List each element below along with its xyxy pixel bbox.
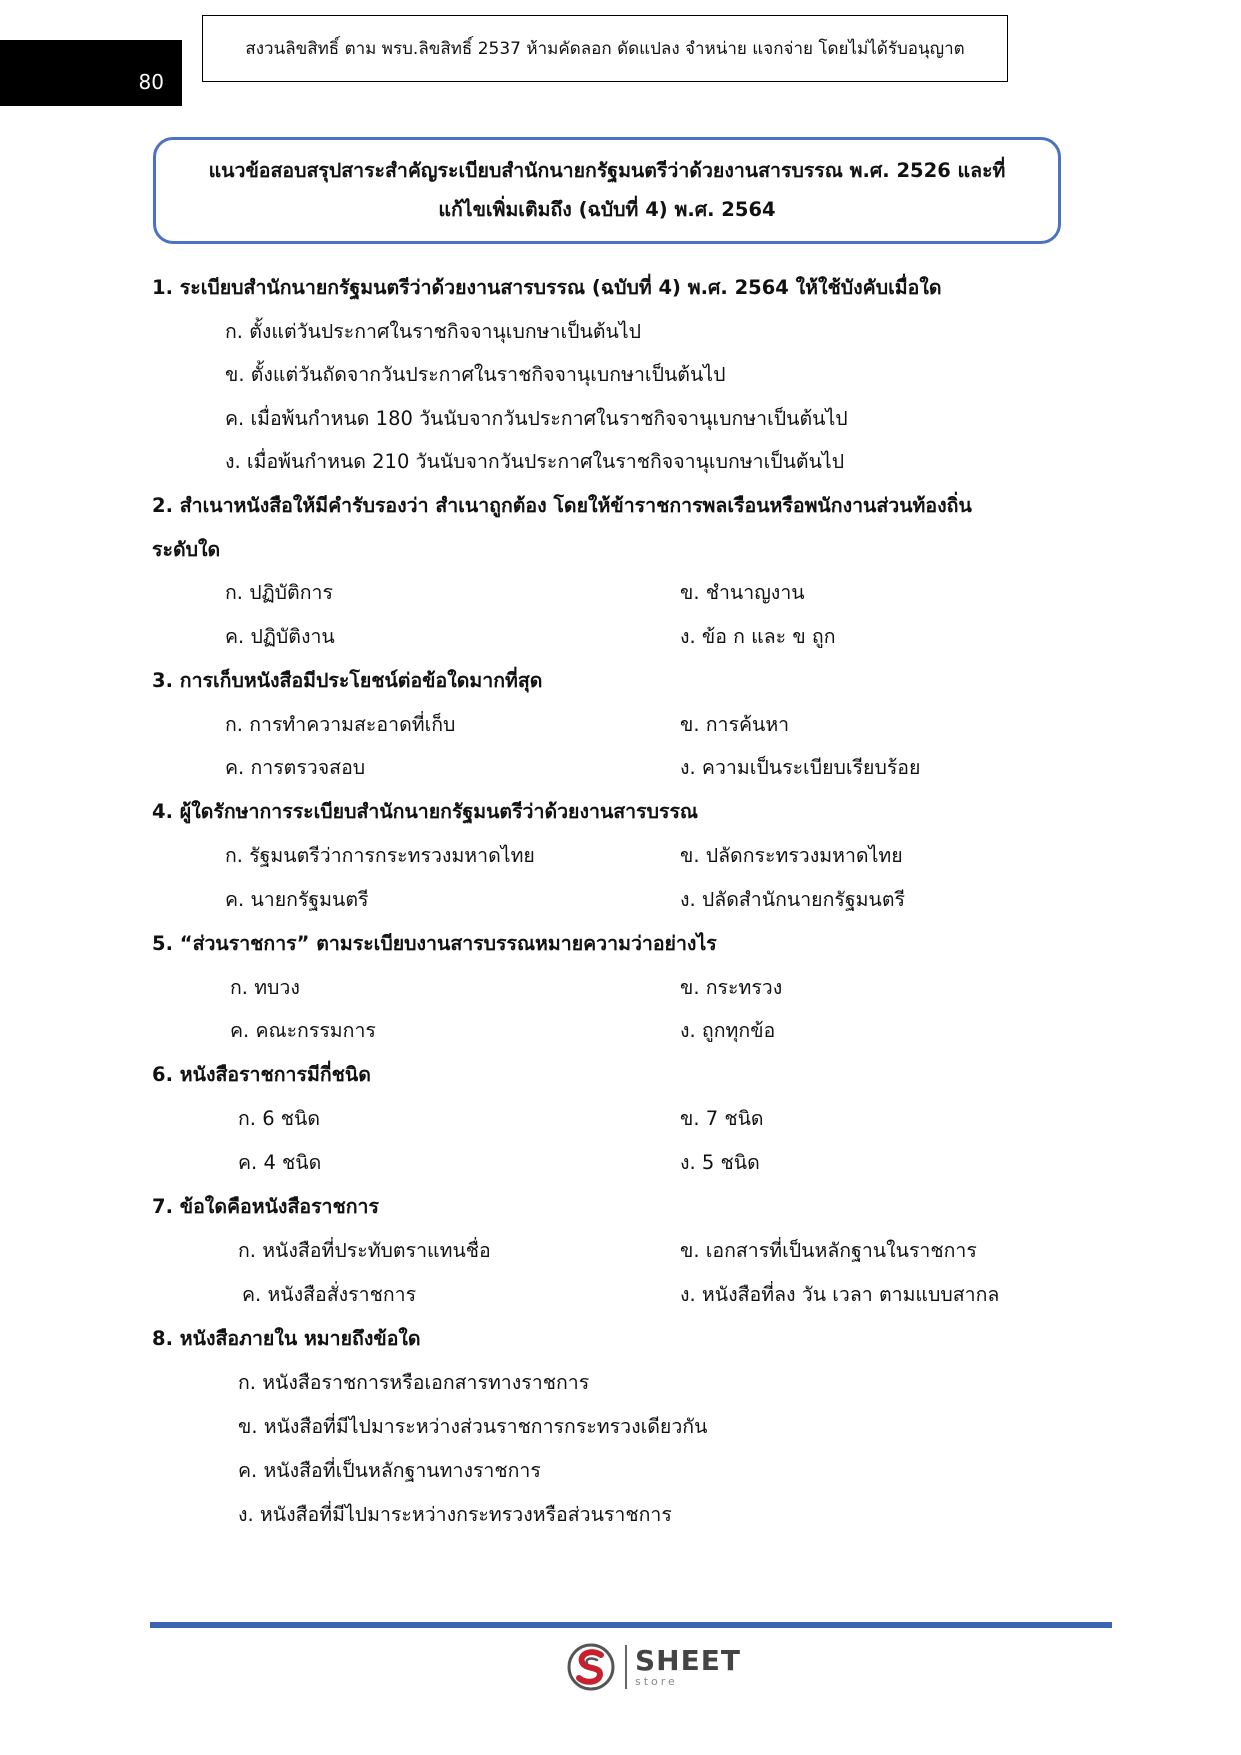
question-1-option-c: ค. เมื่อพ้นกำหนด 180 วันนับจากวันประกาศในราชกิจจานุเบกษาเป็นต้นไป: [225, 407, 848, 430]
question-2-option-b: ข. ชำนาญงาน: [680, 581, 805, 604]
question-2-option-a: ก. ปฏิบัติการ: [225, 581, 333, 604]
question-6: 6. หนังสือราชการมีกี่ชนิด: [152, 1063, 371, 1086]
logo-separator: [625, 1645, 627, 1689]
document-title-line-1: แนวข้อสอบสรุปสาระสำคัญระเบียบสำนักนายกรัฐมนตรีว่าด้วยงานสารบรรณ พ.ศ. 2526 และที่: [208, 159, 1006, 183]
page-number-badge: [0, 40, 182, 106]
question-5: 5. “ส่วนราชการ” ตามระเบียบงานสารบรรณหมายความว่าอย่างไร: [152, 932, 717, 955]
question-4-option-a: ก. รัฐมนตรีว่าการกระทรวงมหาดไทย: [225, 844, 535, 867]
question-3-option-c: ค. การตรวจสอบ: [225, 756, 366, 779]
question-5-option-a: ก. ทบวง: [230, 976, 300, 999]
question-2-option-c: ค. ปฏิบัติงาน: [225, 625, 335, 648]
question-7-option-a: ก. หนังสือที่ประทับตราแทนชื่อ: [238, 1239, 491, 1262]
document-title-line-2: แก้ไขเพิ่มเติมถึง (ฉบับที่ 4) พ.ศ. 2564: [438, 197, 776, 221]
question-3-option-b: ข. การค้นหา: [680, 713, 790, 736]
footer-divider: [150, 1622, 1112, 1628]
question-3: 3. การเก็บหนังสือมีประโยชน์ต่อข้อใดมากที่สุด: [152, 669, 543, 692]
question-4-option-b: ข. ปลัดกระทรวงมหาดไทย: [680, 844, 903, 867]
sheet-store-logo: [565, 1641, 741, 1693]
question-6-option-c: ค. 4 ชนิด: [238, 1151, 322, 1174]
question-8-option-d: ง. หนังสือที่มีไปมาระหว่างกระทรวงหรือส่วนราชการ: [238, 1503, 672, 1526]
question-8-option-a: ก. หนังสือราชการหรือเอกสารทางราชการ: [238, 1371, 590, 1394]
question-2: 2. สำเนาหนังสือให้มีคำรับรองว่า สำเนาถูกต้อง โดยให้ข้าราชการพลเรือนหรือพนักงานส่วนท้องถิ่น: [152, 494, 972, 517]
question-5-option-d: ง. ถูกทุกข้อ: [680, 1019, 776, 1042]
question-1-option-a: ก. ตั้งแต่วันประกาศในราชกิจจานุเบกษาเป็นต้นไป: [225, 320, 642, 343]
question-2-option-d: ง. ข้อ ก และ ข ถูก: [680, 625, 836, 648]
question-7-option-c: ค. หนังสือสั่งราชการ: [242, 1283, 417, 1306]
question-4: 4. ผู้ใดรักษาการระเบียบสำนักนายกรัฐมนตรีว่าด้วยงานสารบรรณ: [152, 800, 699, 823]
question-4-option-c: ค. นายกรัฐมนตรี: [225, 888, 369, 911]
question-6-option-d: ง. 5 ชนิด: [680, 1151, 760, 1174]
sheet-store-logo-icon: [565, 1641, 617, 1693]
document-title-box: [153, 137, 1061, 244]
question-4-option-d: ง. ปลัดสำนักนายกรัฐมนตรี: [680, 888, 905, 911]
question-1: 1. ระเบียบสำนักนายกรัฐมนตรีว่าด้วยงานสารบรรณ (ฉบับที่ 4) พ.ศ. 2564 ให้ใช้บังคับเมื่อใด: [152, 276, 942, 299]
question-8: 8. หนังสือภายใน หมายถึงข้อใด: [152, 1327, 421, 1350]
page-number: 80: [138, 70, 164, 94]
question-5-option-c: ค. คณะกรรมการ: [230, 1019, 376, 1042]
question-3-option-d: ง. ความเป็นระเบียบเรียบร้อย: [680, 756, 921, 779]
copyright-notice-box: [202, 15, 1008, 82]
question-1-option-d: ง. เมื่อพ้นกำหนด 210 วันนับจากวันประกาศในราชกิจจานุเบกษาเป็นต้นไป: [225, 450, 845, 473]
question-6-option-a: ก. 6 ชนิด: [238, 1107, 321, 1130]
logo-wordmark: SHEET: [635, 1644, 741, 1677]
question-1-option-b: ข. ตั้งแต่วันถัดจากวันประกาศในราชกิจจานุเบกษาเป็นต้นไป: [225, 363, 726, 386]
question-7: 7. ข้อใดคือหนังสือราชการ: [152, 1195, 379, 1218]
logo-subtext: store: [635, 1675, 678, 1688]
question-5-option-b: ข. กระทรวง: [680, 976, 783, 999]
copyright-notice: สงวนลิขสิทธิ์ ตาม พรบ.ลิขสิทธิ์ 2537 ห้ามคัดลอก ดัดแปลง จำหน่าย แจกจ่าย โดยไม่ได้รับอนุญาต: [245, 39, 965, 59]
question-7-option-b: ข. เอกสารที่เป็นหลักฐานในราชการ: [680, 1239, 977, 1262]
question-3-option-a: ก. การทำความสะอาดที่เก็บ: [225, 713, 456, 736]
question-6-option-b: ข. 7 ชนิด: [680, 1107, 764, 1130]
question-2-continued: ระดับใด: [152, 538, 221, 561]
question-8-option-b: ข. หนังสือที่มีไปมาระหว่างส่วนราชการกระทรวงเดียวกัน: [238, 1415, 708, 1438]
question-8-option-c: ค. หนังสือที่เป็นหลักฐานทางราชการ: [238, 1459, 541, 1482]
question-7-option-d: ง. หนังสือที่ลง วัน เวลา ตามแบบสากล: [680, 1283, 1000, 1306]
